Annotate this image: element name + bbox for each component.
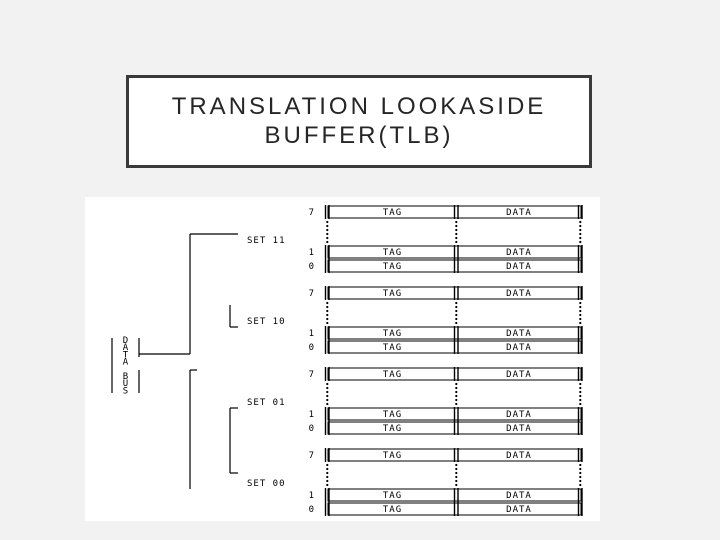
bus-label-char: U bbox=[122, 379, 130, 390]
continuation-dot bbox=[455, 383, 457, 385]
row-index: 1 bbox=[308, 329, 315, 339]
continuation-dot bbox=[579, 225, 581, 227]
continuation-dot bbox=[455, 399, 457, 401]
set-label: SET 11 bbox=[247, 236, 286, 246]
continuation-dot bbox=[579, 472, 581, 474]
continuation-dot bbox=[455, 221, 457, 223]
set-label: SET 01 bbox=[247, 398, 286, 408]
continuation-dot bbox=[326, 472, 328, 474]
continuation-dot bbox=[455, 314, 457, 316]
tag-cell: TAG bbox=[382, 491, 403, 501]
continuation-dot bbox=[455, 237, 457, 239]
tag-cell: TAG bbox=[382, 289, 403, 299]
tlb-diagram-svg bbox=[85, 197, 600, 521]
continuation-dot bbox=[326, 387, 328, 389]
continuation-dot bbox=[579, 387, 581, 389]
row-index: 1 bbox=[308, 248, 315, 258]
continuation-dot bbox=[326, 229, 328, 231]
continuation-dot bbox=[326, 306, 328, 308]
tag-cell: TAG bbox=[382, 505, 403, 515]
data-cell: DATA bbox=[506, 491, 532, 501]
continuation-dot bbox=[579, 322, 581, 324]
bus-label-char: B bbox=[122, 372, 130, 382]
continuation-dot bbox=[455, 387, 457, 389]
row-index: 7 bbox=[308, 370, 315, 380]
data-cell: DATA bbox=[506, 248, 532, 258]
set-label: SET 10 bbox=[247, 317, 286, 327]
continuation-dot bbox=[579, 229, 581, 231]
continuation-dot bbox=[455, 480, 457, 482]
continuation-dot bbox=[455, 322, 457, 324]
slide-title: TRANSLATION LOOKASIDE BUFFER(TLB) bbox=[171, 92, 547, 149]
row-index: 0 bbox=[308, 262, 315, 272]
continuation-dot bbox=[579, 476, 581, 478]
continuation-dot bbox=[455, 310, 457, 312]
continuation-dot bbox=[579, 383, 581, 385]
set-label: SET 00 bbox=[247, 479, 286, 489]
continuation-dot bbox=[326, 237, 328, 239]
continuation-dot bbox=[579, 468, 581, 470]
data-cell: DATA bbox=[506, 505, 532, 515]
data-cell: DATA bbox=[506, 289, 532, 299]
continuation-dot bbox=[326, 233, 328, 235]
row-index: 0 bbox=[308, 343, 315, 353]
row-index: 1 bbox=[308, 410, 315, 420]
continuation-dot bbox=[579, 480, 581, 482]
continuation-dot bbox=[579, 318, 581, 320]
continuation-dot bbox=[579, 306, 581, 308]
continuation-dot bbox=[579, 399, 581, 401]
continuation-dot bbox=[579, 464, 581, 466]
continuation-dot bbox=[455, 484, 457, 486]
continuation-dot bbox=[455, 302, 457, 304]
continuation-dot bbox=[326, 225, 328, 227]
continuation-dot bbox=[579, 241, 581, 243]
continuation-dot bbox=[455, 464, 457, 466]
continuation-dot bbox=[326, 484, 328, 486]
bus-label-char: T bbox=[122, 350, 130, 361]
continuation-dot bbox=[579, 484, 581, 486]
tlb-diagram bbox=[85, 197, 600, 521]
continuation-dot bbox=[326, 399, 328, 401]
continuation-dot bbox=[326, 241, 328, 243]
continuation-dot bbox=[455, 318, 457, 320]
continuation-dot bbox=[455, 391, 457, 393]
continuation-dot bbox=[579, 395, 581, 397]
bus-label-char: S bbox=[122, 386, 130, 397]
continuation-dot bbox=[579, 391, 581, 393]
tag-cell: TAG bbox=[382, 343, 403, 353]
row-index: 7 bbox=[308, 451, 315, 461]
continuation-dot bbox=[326, 464, 328, 466]
continuation-dot bbox=[326, 391, 328, 393]
tag-cell: TAG bbox=[382, 329, 403, 339]
row-index: 0 bbox=[308, 424, 315, 434]
continuation-dot bbox=[455, 225, 457, 227]
continuation-dot bbox=[326, 476, 328, 478]
bus-label-char: A bbox=[122, 343, 130, 354]
continuation-dot bbox=[455, 395, 457, 397]
bus-label-char: A bbox=[122, 357, 130, 368]
continuation-dot bbox=[326, 322, 328, 324]
continuation-dot bbox=[326, 318, 328, 320]
data-cell: DATA bbox=[506, 410, 532, 420]
continuation-dot bbox=[579, 233, 581, 235]
continuation-dot bbox=[326, 310, 328, 312]
continuation-dot bbox=[326, 221, 328, 223]
continuation-dot bbox=[326, 383, 328, 385]
continuation-dot bbox=[579, 237, 581, 239]
row-index: 7 bbox=[308, 289, 315, 299]
data-cell: DATA bbox=[506, 424, 532, 434]
continuation-dot bbox=[455, 472, 457, 474]
tag-cell: TAG bbox=[382, 451, 403, 461]
continuation-dot bbox=[579, 221, 581, 223]
tag-cell: TAG bbox=[382, 424, 403, 434]
row-index: 7 bbox=[308, 208, 315, 218]
data-cell: DATA bbox=[506, 343, 532, 353]
tag-cell: TAG bbox=[382, 410, 403, 420]
row-index: 1 bbox=[308, 491, 315, 501]
continuation-dot bbox=[455, 233, 457, 235]
continuation-dot bbox=[579, 310, 581, 312]
data-cell: DATA bbox=[506, 329, 532, 339]
continuation-dot bbox=[579, 302, 581, 304]
row-index: 0 bbox=[308, 505, 315, 515]
continuation-dot bbox=[326, 403, 328, 405]
tag-cell: TAG bbox=[382, 262, 403, 272]
continuation-dot bbox=[579, 403, 581, 405]
continuation-dot bbox=[326, 480, 328, 482]
continuation-dot bbox=[455, 403, 457, 405]
continuation-dot bbox=[326, 468, 328, 470]
continuation-dot bbox=[455, 241, 457, 243]
continuation-dot bbox=[455, 468, 457, 470]
continuation-dot bbox=[326, 302, 328, 304]
tag-cell: TAG bbox=[382, 208, 403, 218]
data-cell: DATA bbox=[506, 370, 532, 380]
data-cell: DATA bbox=[506, 451, 532, 461]
continuation-dot bbox=[326, 395, 328, 397]
continuation-dot bbox=[455, 229, 457, 231]
continuation-dot bbox=[455, 306, 457, 308]
tag-cell: TAG bbox=[382, 370, 403, 380]
data-cell: DATA bbox=[506, 208, 532, 218]
tag-cell: TAG bbox=[382, 248, 403, 258]
bus-label-char: D bbox=[122, 336, 130, 346]
continuation-dot bbox=[455, 476, 457, 478]
continuation-dot bbox=[579, 314, 581, 316]
data-cell: DATA bbox=[506, 262, 532, 272]
continuation-dot bbox=[326, 314, 328, 316]
title-box bbox=[126, 75, 592, 168]
